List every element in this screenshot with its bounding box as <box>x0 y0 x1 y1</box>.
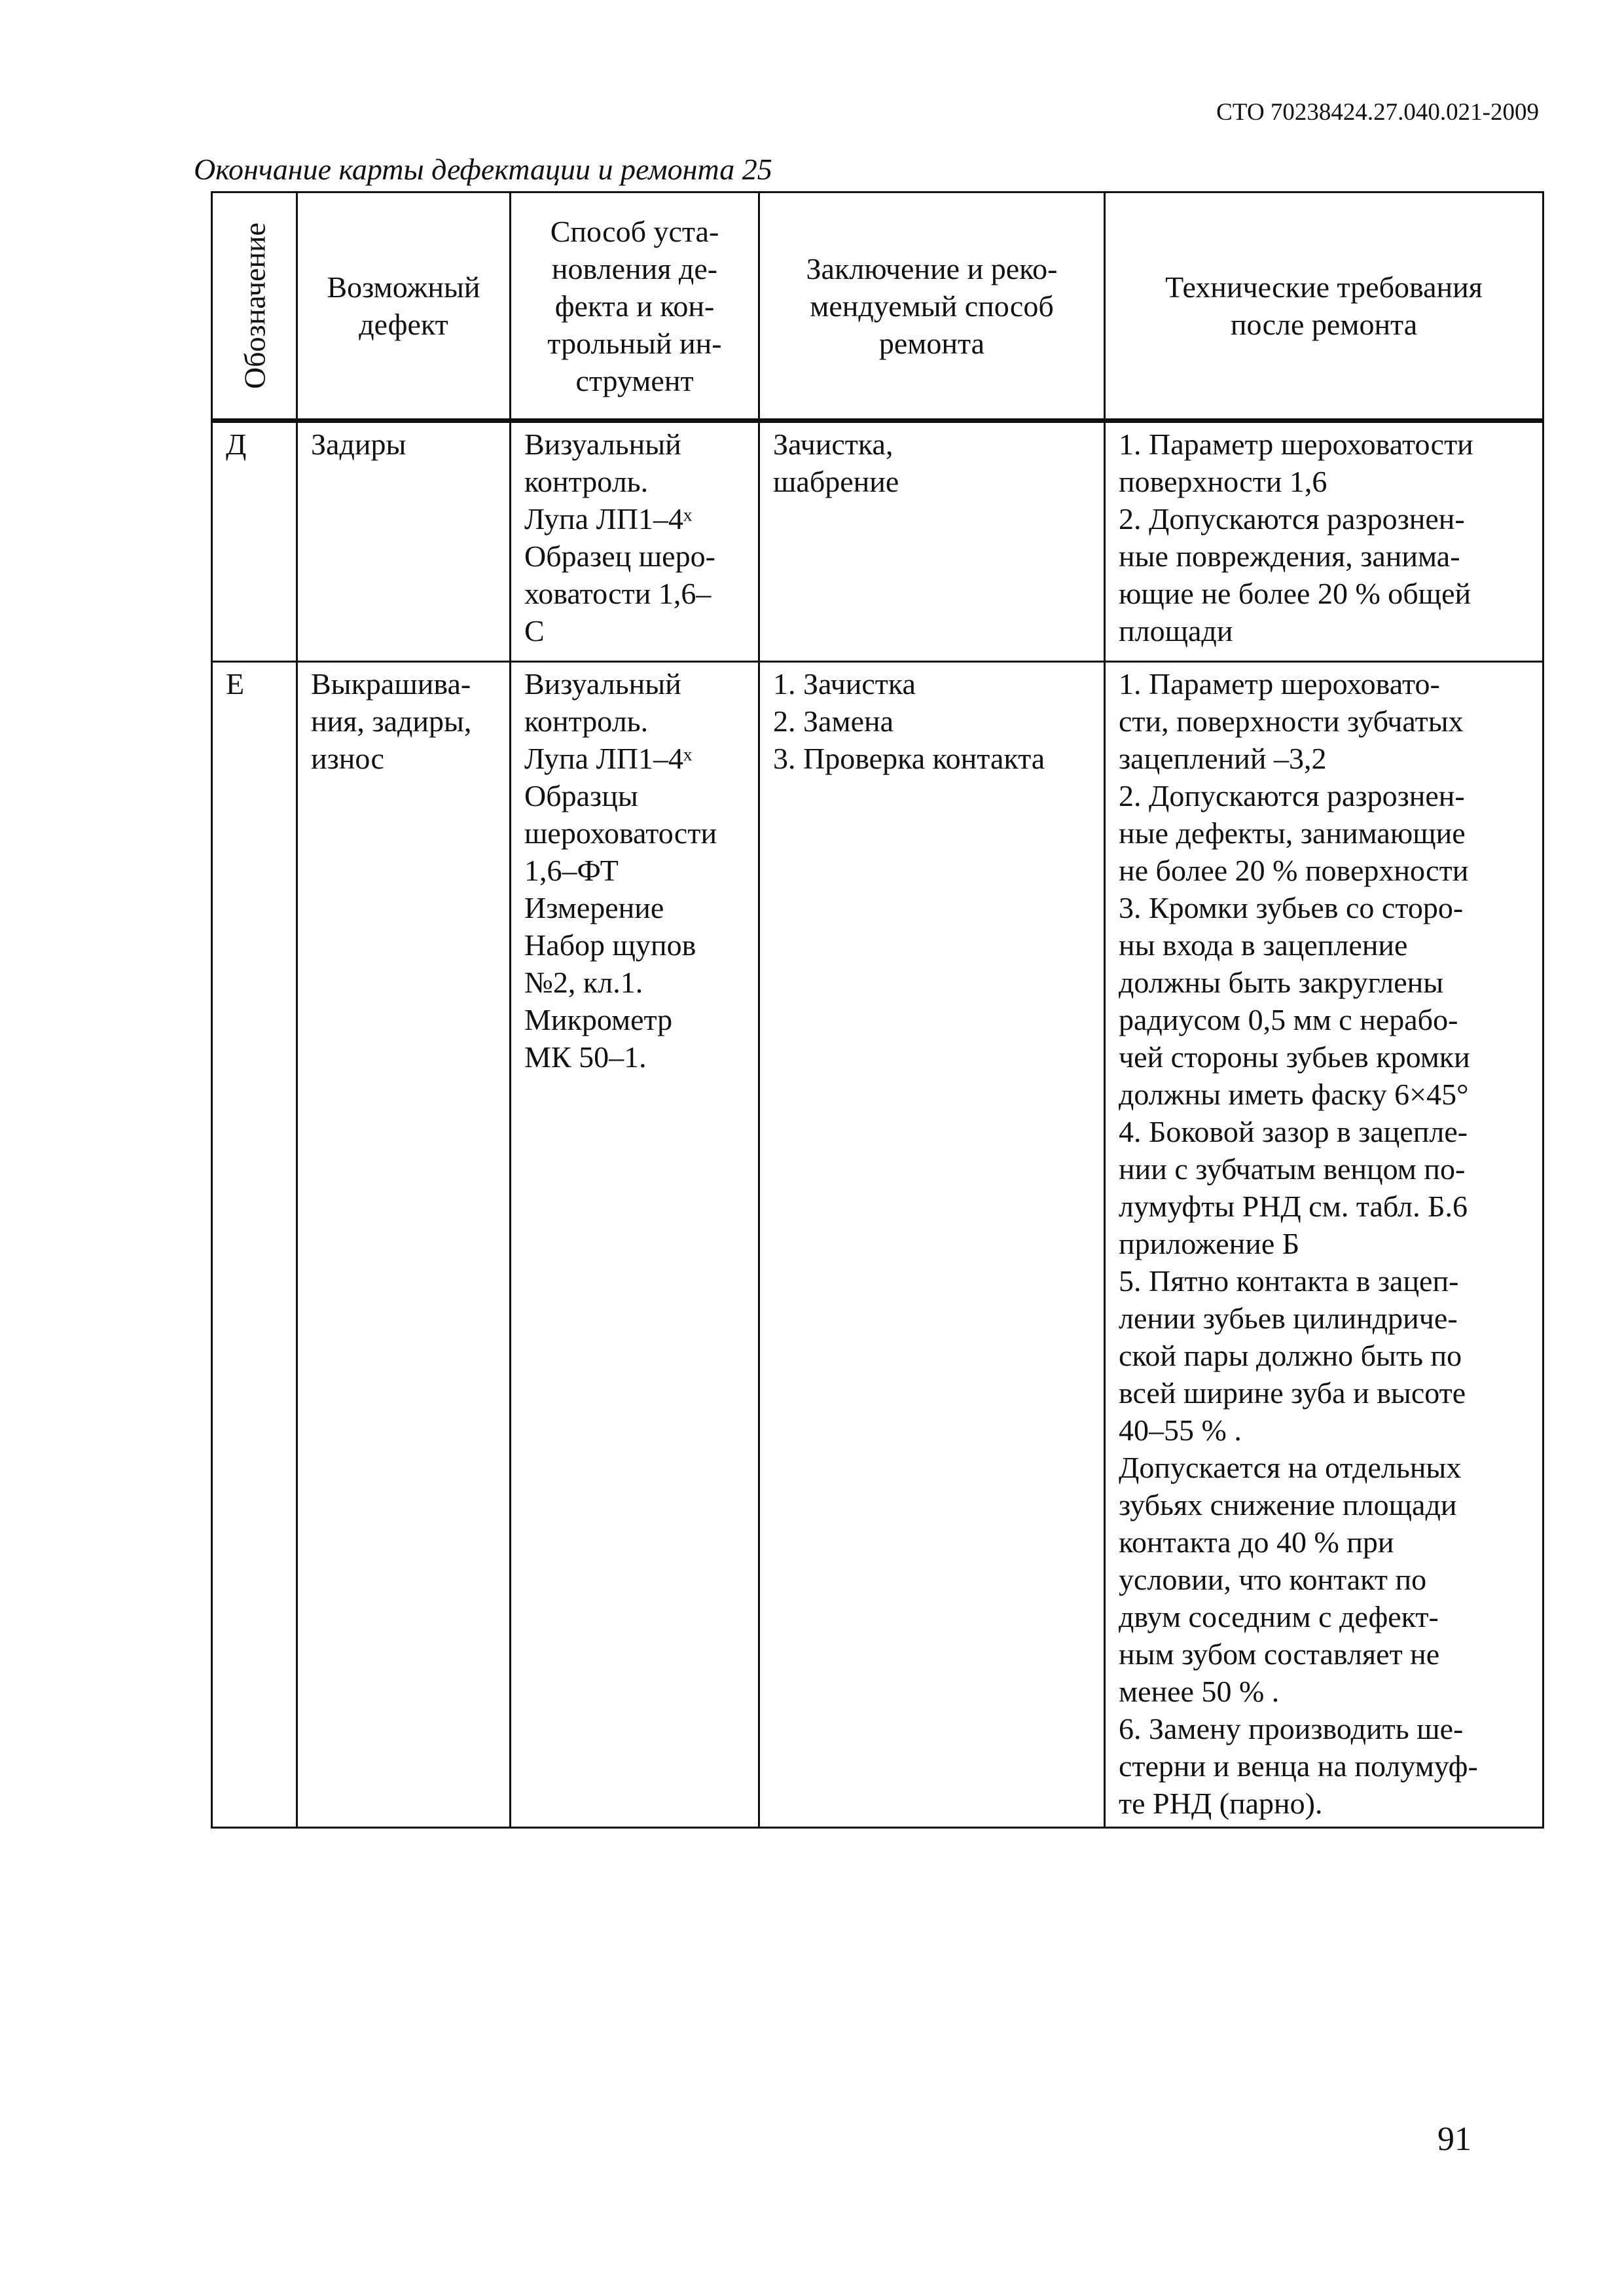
cell-text-line: должны иметь фаску 6×45° <box>1119 1078 1469 1111</box>
defect-repair-table <box>211 191 1544 1829</box>
cell-text-line: Лупа ЛП1–4ˣ <box>524 502 693 536</box>
header-designation <box>212 192 297 421</box>
cell-defect <box>297 662 511 1828</box>
cell-text-line: 3. Кромки зубьев со сторо- <box>1119 891 1464 924</box>
cell-text-line: 4. Боковой зазор в зацепле- <box>1119 1115 1468 1148</box>
cell-text-line: нии с зубчатым венцом по- <box>1119 1152 1466 1186</box>
cell-text-line: условии, что контакт по <box>1119 1563 1427 1596</box>
cell-designation: Д <box>212 421 297 662</box>
document-code: СТО 70238424.27.040.021-2009 <box>1216 99 1539 126</box>
cell-text-line: износ <box>311 742 384 775</box>
cell-text-line: контроль. <box>524 704 649 738</box>
cell-text-line: Допускается на отдельных <box>1119 1451 1462 1484</box>
cell-text-line: 1. Зачистка <box>773 667 916 701</box>
cell-text-line: менее 50 % . <box>1119 1675 1280 1708</box>
cell-text-line: контакта до 40 % при <box>1119 1525 1394 1559</box>
header-designation-label: Обозначение <box>238 222 271 390</box>
cell-text-line: 3. Проверка контакта <box>773 742 1045 775</box>
cell-text-line: ным зубом составляет не <box>1119 1637 1440 1671</box>
cell-text-line: Технические требования <box>1165 270 1483 304</box>
header-repair <box>759 192 1105 421</box>
cell-text-line: двум соседним с дефект- <box>1119 1600 1439 1633</box>
cell-text-line: новления де- <box>551 251 718 285</box>
cell-text-line: С <box>524 614 545 647</box>
cell-text-line: Способ уста- <box>550 214 719 248</box>
cell-text-line: Образцы <box>524 779 638 812</box>
cell-text-line: Визуальный <box>524 428 681 461</box>
cell-text-line: Набор щупов <box>524 928 696 962</box>
cell-text-line: №2, кл.1. <box>524 966 643 999</box>
cell-method <box>511 662 759 1828</box>
cell-text-line: мендуемый способ <box>810 289 1054 323</box>
cell-text-line: радиусом 0,5 мм с нерабо- <box>1119 1003 1458 1036</box>
cell-text-line: после ремонта <box>1230 308 1418 341</box>
cell-text-line: лумуфты РНД см. табл. Б.6 <box>1119 1190 1468 1223</box>
cell-repair <box>759 662 1105 1828</box>
cell-text-line: площади <box>1119 614 1233 647</box>
header-method <box>511 192 759 421</box>
cell-text-line: 40–55 % . <box>1119 1413 1242 1447</box>
cell-text-line: Образец шеро- <box>524 539 715 573</box>
table-caption: Окончание карты дефектации и ремонта 25 <box>194 153 772 186</box>
cell-text-line: чей стороны зубьев кромки <box>1119 1040 1470 1074</box>
cell-text-line: фекта и кон- <box>554 289 715 323</box>
cell-text-line: ные повреждения, занима- <box>1119 539 1460 573</box>
cell-text-line: 1. Параметр шероховатости <box>1119 428 1473 461</box>
cell-text-line: 2. Замена <box>773 704 894 738</box>
cell-text-line: шероховатости <box>524 816 717 850</box>
cell-text-line: МК 50–1. <box>524 1040 647 1074</box>
cell-text-line: Выкрашива- <box>311 667 471 701</box>
cell-text-line: ремонта <box>878 326 985 360</box>
cell-text-line: Визуальный <box>524 667 681 701</box>
cell-requirements <box>1105 421 1543 662</box>
cell-text-line: всей ширине зуба и высоте <box>1119 1376 1466 1410</box>
cell-text-line: ные дефекты, занимающие <box>1119 816 1466 850</box>
cell-text-line: ны входа в зацепление <box>1119 928 1408 962</box>
cell-text-line: Микрометр <box>524 1003 673 1036</box>
cell-method <box>511 421 759 662</box>
cell-text-line: зацеплений –3,2 <box>1119 742 1327 775</box>
cell-text-line: контроль. <box>524 465 649 498</box>
cell-text-line: не более 20 % поверхности <box>1119 854 1469 887</box>
cell-text-line: Зачистка, <box>773 428 893 461</box>
header-requirements <box>1105 192 1543 421</box>
cell-text-line: трольный ин- <box>547 326 722 360</box>
table-row <box>212 421 1543 662</box>
cell-requirements <box>1105 662 1543 1828</box>
cell-repair <box>759 421 1105 662</box>
cell-text-line: ской пары должно быть по <box>1119 1339 1462 1372</box>
cell-text-line: Возможный <box>327 270 480 304</box>
cell-text-line: ния, задиры, <box>311 704 472 738</box>
cell-text-line: 1,6–ФТ <box>524 854 619 887</box>
cell-defect <box>297 421 511 662</box>
table-row <box>212 662 1543 1828</box>
cell-text-line: поверхности 1,6 <box>1119 465 1327 498</box>
cell-text-line: 2. Допускаются разрознен- <box>1119 502 1465 536</box>
cell-text-line: сти, поверхности зубчатых <box>1119 704 1464 738</box>
cell-text-line: 5. Пятно контакта в зацеп- <box>1119 1264 1459 1298</box>
cell-designation: Е <box>212 662 297 1828</box>
cell-text-line: Заключение и реко- <box>806 251 1058 285</box>
cell-text-line: 1. Параметр шероховато- <box>1119 667 1440 701</box>
cell-text-line: стерни и венца на полумуф- <box>1119 1749 1478 1783</box>
cell-text-line: 2. Допускаются разрознен- <box>1119 779 1465 812</box>
cell-text-line: те РНД (парно). <box>1119 1787 1323 1820</box>
cell-text-line: дефект <box>359 308 448 341</box>
cell-text-line: Лупа ЛП1–4ˣ <box>524 742 693 775</box>
cell-text-line: приложение Б <box>1119 1227 1300 1260</box>
cell-text-line: шабрение <box>773 465 899 498</box>
cell-text-line: Задиры <box>311 428 406 461</box>
cell-text-line: должны быть закруглены <box>1119 966 1444 999</box>
cell-text-line: 6. Замену производить ше- <box>1119 1712 1464 1745</box>
header-defect <box>297 192 511 421</box>
page-number: 91 <box>1437 2121 1471 2158</box>
cell-text-line: лении зубьев цилиндриче- <box>1119 1302 1458 1335</box>
cell-text-line: струмент <box>575 363 694 397</box>
cell-text-line: зубьях снижение площади <box>1119 1488 1457 1522</box>
cell-text-line: ющие не более 20 % общей <box>1119 577 1471 610</box>
cell-text-line: ховатости 1,6– <box>524 577 712 610</box>
table-header-row <box>212 192 1543 421</box>
cell-text-line: Измерение <box>524 891 664 924</box>
